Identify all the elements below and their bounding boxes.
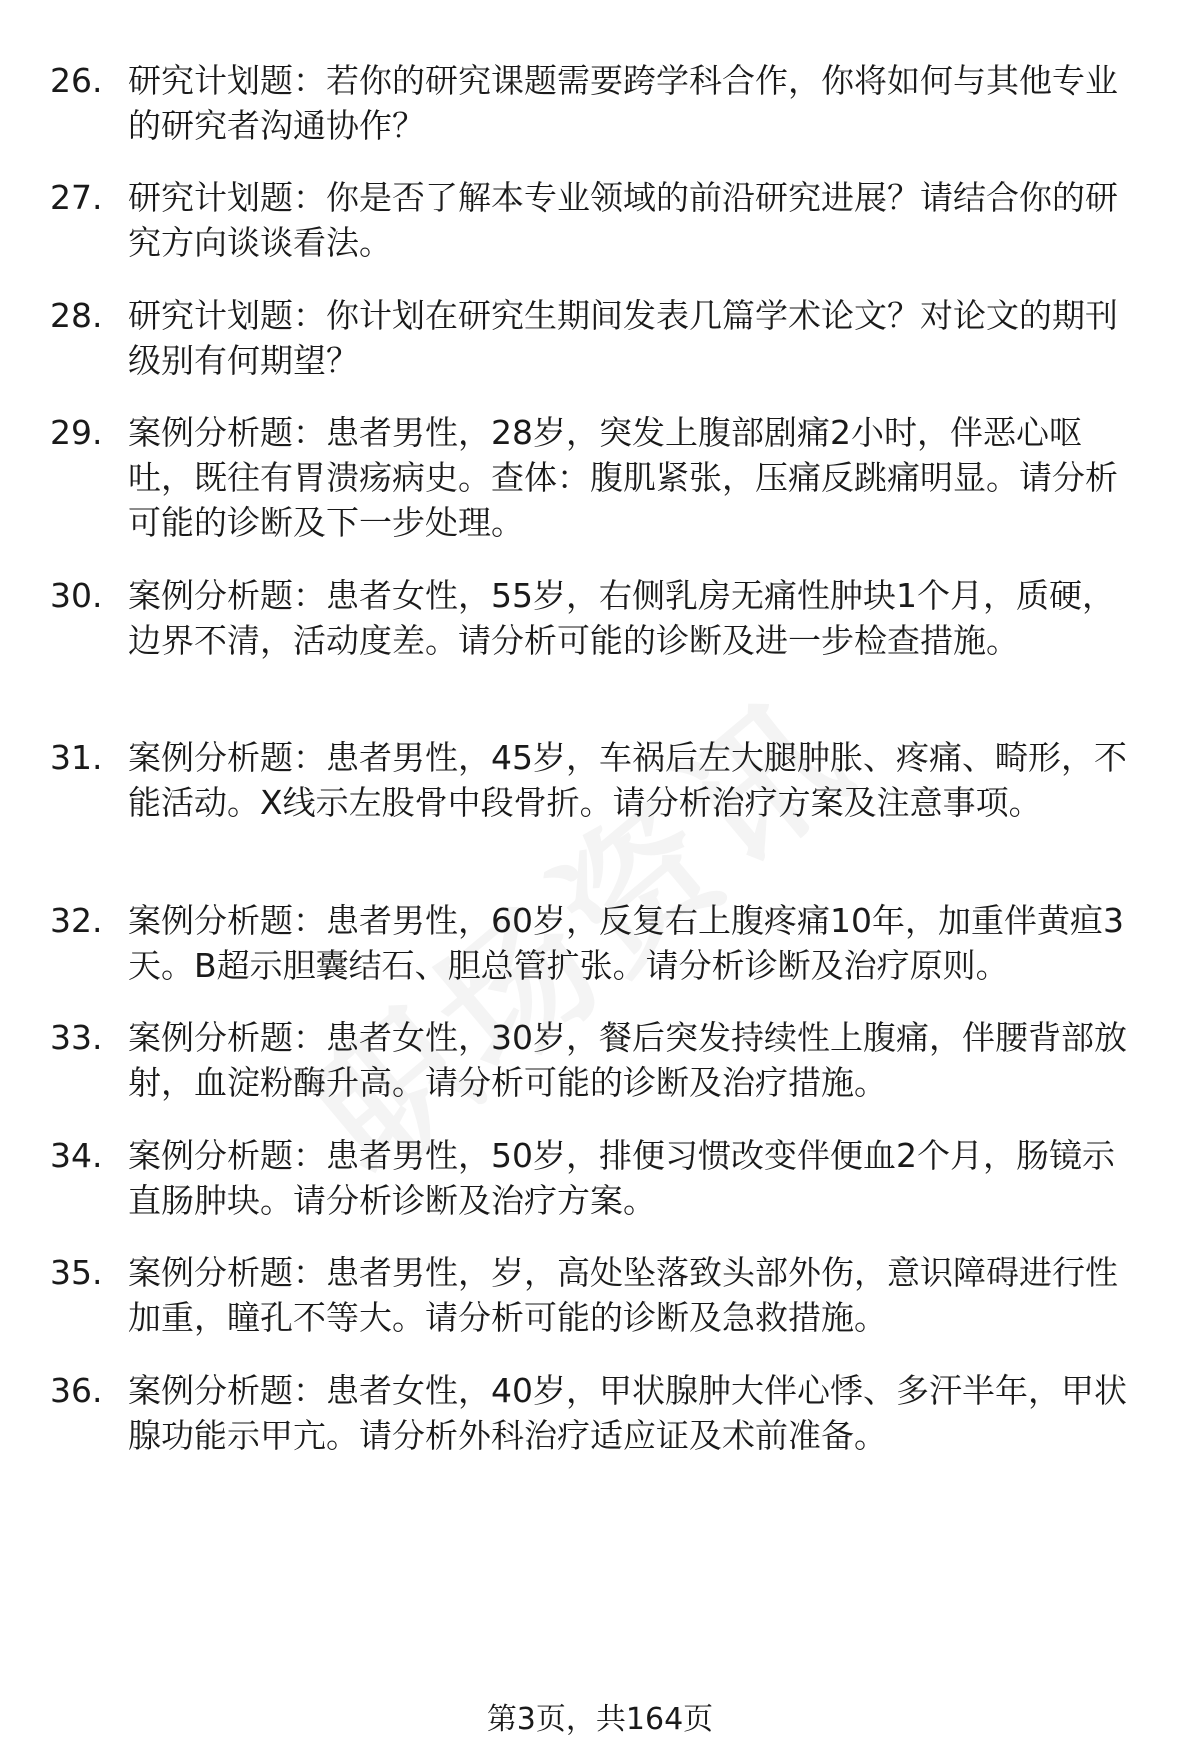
question-number: 35. — [50, 1253, 103, 1292]
question-text: 案例分析题：患者男性，45岁，车祸后左大腿肿胀、疼痛、畸形，不能活动。X线示左股骨中段骨折。请分析治疗方案及注意事项。 — [128, 738, 1127, 822]
question-item-34 — [50, 1133, 1150, 1223]
question-text: 案例分析题：患者男性，60岁，反复右上腹疼痛10年，加重伴黄疸3天。B超示胆囊结石、胆总管扩张。请分析诊断及治疗原则。 — [128, 901, 1124, 985]
question-item-26 — [50, 58, 1150, 148]
question-text: 研究计划题：若你的研究课题需要跨学科合作，你将如何与其他专业的研究者沟通协作？ — [128, 61, 1118, 145]
question-text: 案例分析题：患者男性，50岁，排便习惯改变伴便血2个月，肠镜示直肠肿块。请分析诊断及治疗方案。 — [128, 1136, 1115, 1220]
question-text: 案例分析题：患者男性，28岁，突发上腹部剧痛2小时，伴恶心呕吐，既往有胃溃疡病史。查体：腹肌紧张，压痛反跳痛明显。请分析可能的诊断及下一步处理。 — [128, 413, 1118, 542]
question-item-32 — [50, 898, 1150, 988]
question-text: 案例分析题：患者女性，40岁，甲状腺肿大伴心悸、多汗半年，甲状腺功能示甲亢。请分析外科治疗适应证及术前准备。 — [128, 1371, 1127, 1455]
question-number: 33. — [50, 1018, 103, 1057]
question-number: 34. — [50, 1136, 103, 1175]
question-item-35 — [50, 1250, 1150, 1340]
page-footer: 第3页，共164页 — [486, 1702, 714, 1737]
question-number: 26. — [50, 61, 103, 100]
question-text: 案例分析题：患者女性，30岁，餐后突发持续性上腹痛，伴腰背部放射，血淀粉酶升高。请分析可能的诊断及治疗措施。 — [128, 1018, 1127, 1102]
question-text: 研究计划题：你计划在研究生期间发表几篇学术论文？对论文的期刊级别有何期望？ — [128, 296, 1118, 380]
question-number: 29. — [50, 413, 103, 452]
question-number: 31. — [50, 738, 103, 777]
question-text: 研究计划题：你是否了解本专业领域的前沿研究进展？请结合你的研究方向谈谈看法。 — [128, 178, 1118, 262]
question-item-27 — [50, 175, 1150, 265]
question-number: 32. — [50, 901, 103, 940]
question-text: 案例分析题：患者女性，55岁，右侧乳房无痛性肿块1个月，质硬，边界不清，活动度差。请分析可能的诊断及进一步检查措施。 — [128, 576, 1115, 660]
question-item-36 — [50, 1368, 1150, 1458]
question-item-28 — [50, 293, 1150, 383]
question-number: 30. — [50, 576, 103, 615]
question-item-29 — [50, 410, 1150, 545]
question-item-30 — [50, 573, 1150, 663]
question-item-31 — [50, 735, 1150, 825]
question-number: 36. — [50, 1371, 103, 1410]
question-number: 28. — [50, 296, 103, 335]
question-item-33 — [50, 1015, 1150, 1105]
question-text: 案例分析题：患者男性，岁，高处坠落致头部外伤，意识障碍进行性加重，瞳孔不等大。请分析可能的诊断及急救措施。 — [128, 1253, 1118, 1337]
question-number: 27. — [50, 178, 103, 217]
